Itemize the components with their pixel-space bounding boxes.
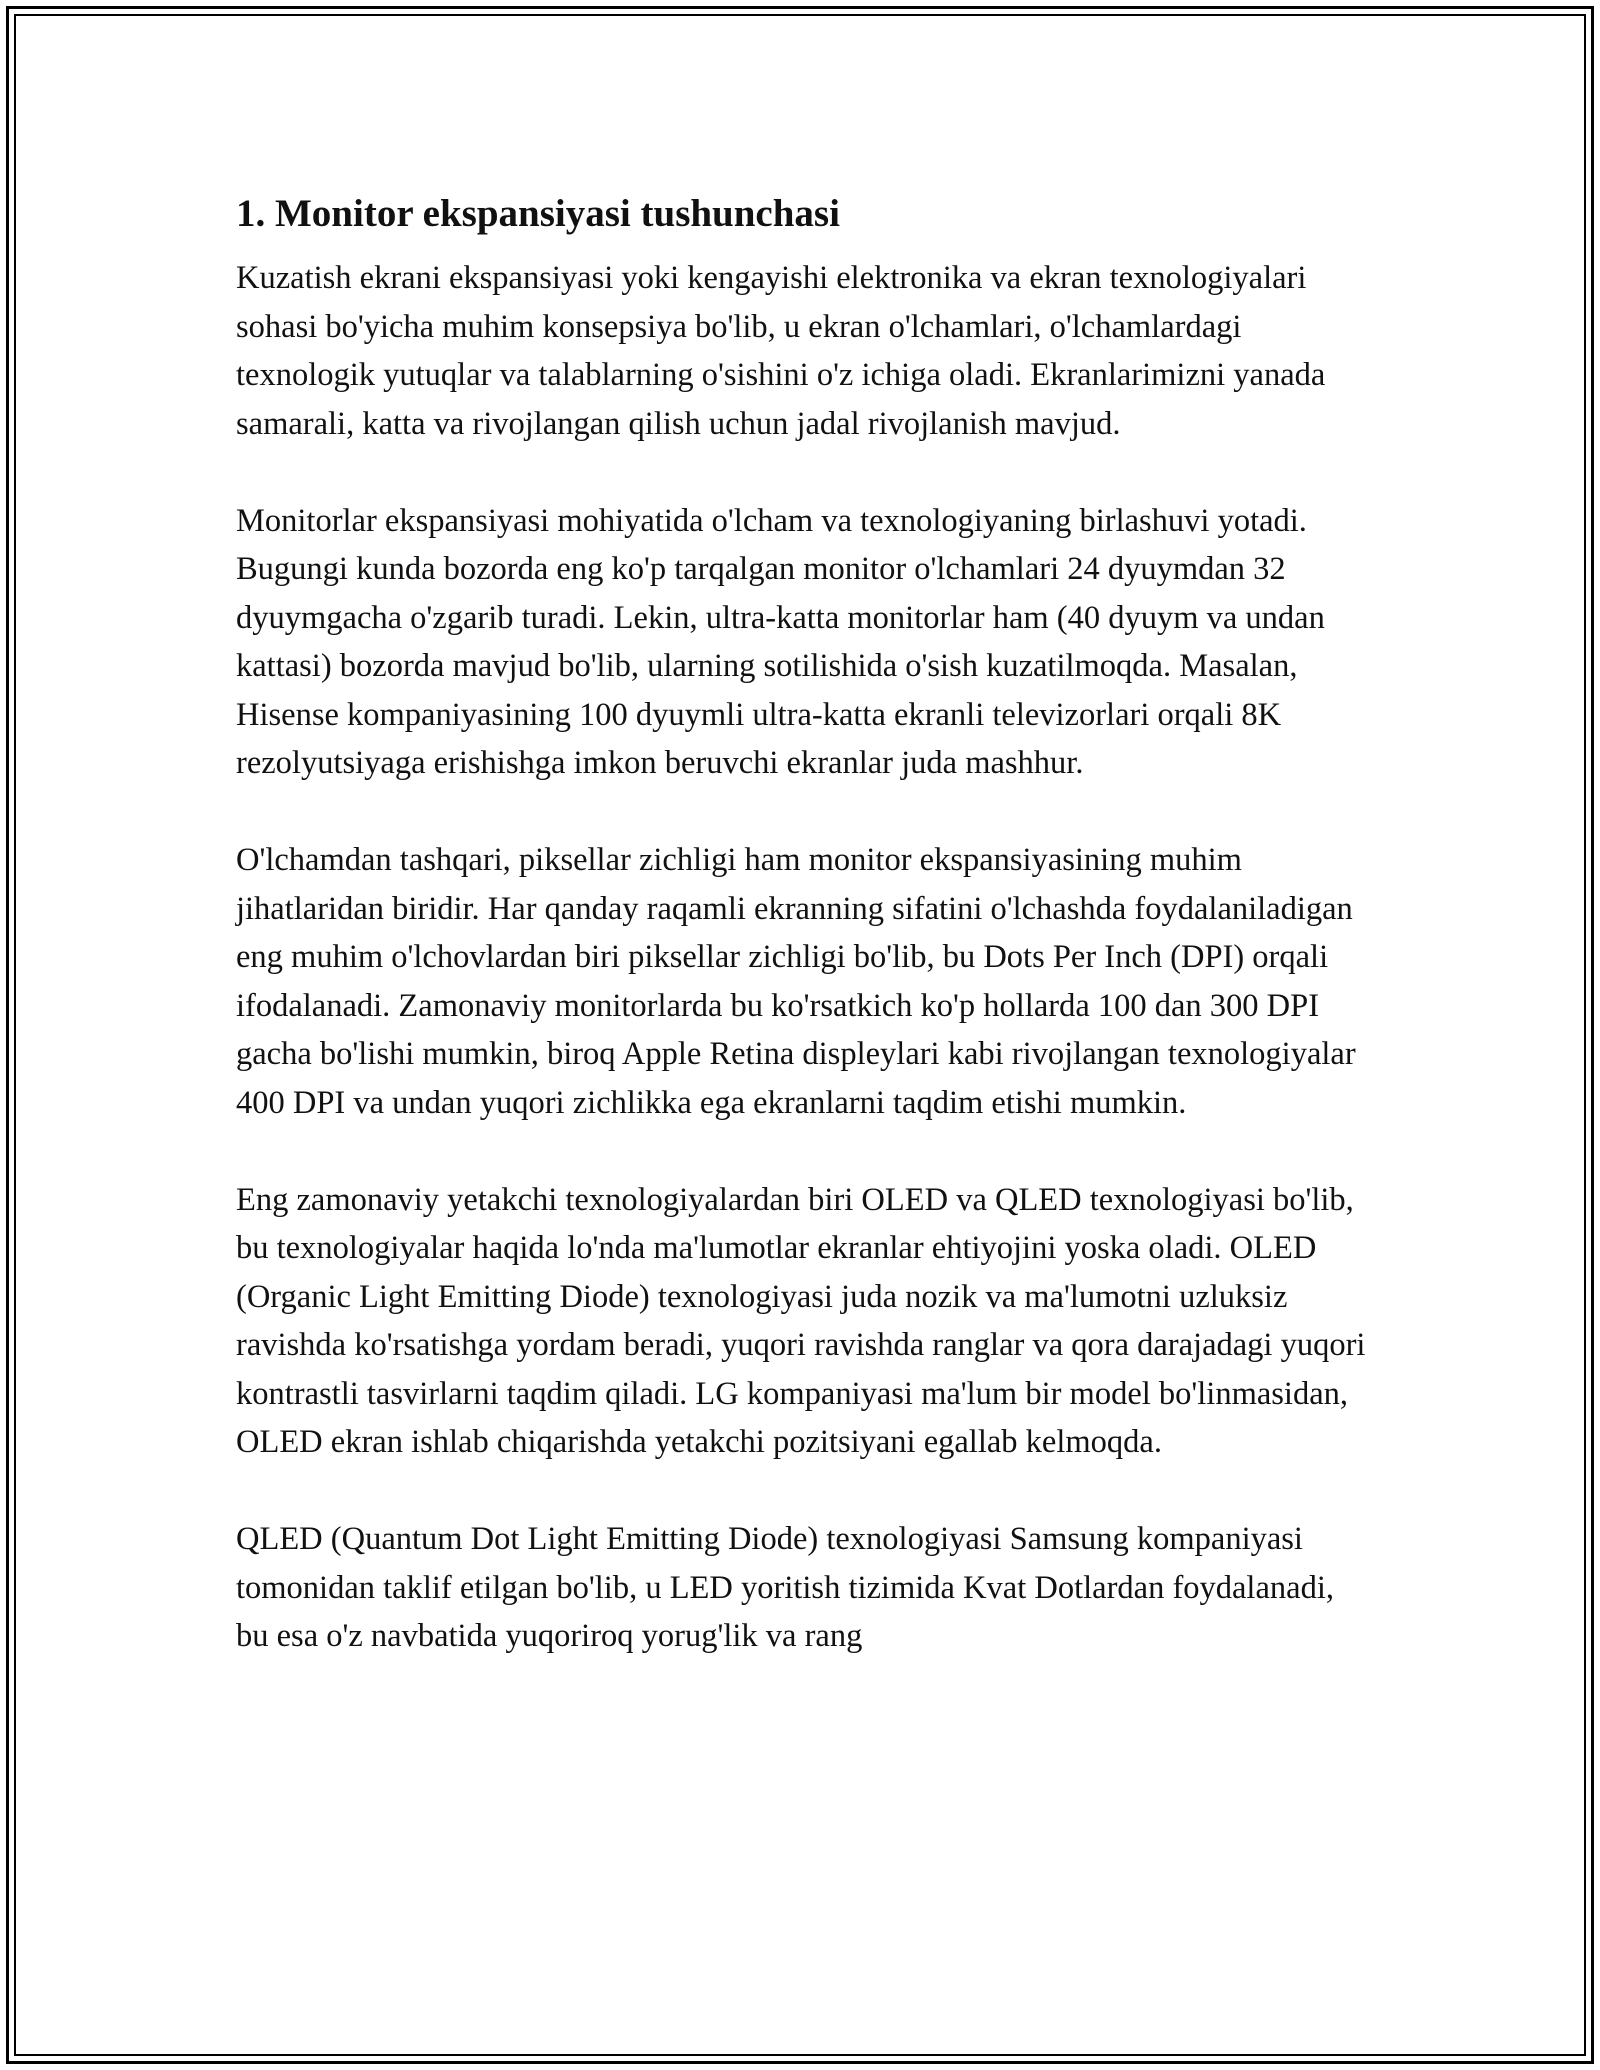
paragraph-pixel-density: O'lchamdan tashqari, piksellar zichligi ham monitor ekspansiyasining muhim jihatlaridan biridir. Har qanday raqamli ekranning sifatini o'lchashda foydalaniladigan eng muhim o'lchovlardan biri piksellar zichligi bo'lib, bu Dots Per Inch (DPI) orqali ifodalanadi. Zamonaviy monitorlarda bu ko'rsatkich ko'p hollarda 100 dan 300 DPI gacha bo'lishi mumkin, biroq Apple Retina displeylari kabi rivojlangan texnologiyalar 400 DPI va undan yuqori zichlikka ega ekranlarni taqdim etishi mumkin.: [236, 842, 1356, 1121]
paragraph-oled: Eng zamonaviy yetakchi texnologiyalardan biri OLED va QLED texnologiyasi bo'lib, bu texnologiyalar haqida lo'nda ma'lumotlar ekranlar ehtiyojini yoska oladi. OLED (Organic Light Emitting Diode) texnologiyasi juda nozik va ma'lumotni uzluksiz ravishda ko'rsatishga yordam beradi, yuqori ravishda ranglar va qora darajadagi yuqori kontrastli tasvirlarni taqdim qiladi. LG kompaniyasi ma'lum bir model bo'linmasidan, OLED ekran ishlab chiqarishda yetakchi pozitsiyani egallab kelmoqda.: [236, 1181, 1366, 1460]
paragraph-intro: Kuzatish ekrani ekspansiyasi yoki kengayishi elektronika va ekran texnologiyalari sohasi bo'yicha muhim konsepsiya bo'lib, u ekran o'lchamlari, o'lchamlardagi texnologik yutuqlar va talablarning o'sishini o'z ichiga oladi. Ekranlarimizni yanada samarali, katta va rivojlangan qilish uchun jadal rivojlanish mavjud.: [236, 260, 1326, 442]
paragraph-size-technology: Monitorlar ekspansiyasi mohiyatida o'lcham va texnologiyaning birlashuvi yotadi. Bugungi kunda bozorda eng ko'p tarqalgan monitor o'lchamlari 24 dyuymdan 32 dyuymgacha o'zgarib turadi. Lekin, ultra-katta monitorlar ham (40 dyuym va undan kattasi) bozorda mavjud bo'lib, ularning sotilishida o'sish kuzatilmoqda. Masalan, Hisense kompaniyasining 100 dyuymli ultra-katta ekranli televizorlari orqali 8K rezolyutsiyaga erishishga imkon beruvchi ekranlar juda mashhur.: [236, 502, 1325, 781]
document-body: [236, 186, 1366, 1709]
paragraph-qled: QLED (Quantum Dot Light Emitting Diode) texnologiyasi Samsung kompaniyasi tomonidan taklif etilgan bo'lib, u LED yoritish tizimida Kvat Dotlardan foydalanadi, bu esa o'z navbatida yuqoriroq yorug'lik va rang: [236, 1521, 1334, 1654]
section-heading: 1. Monitor ekspansiyasi tushunchasi: [236, 192, 840, 235]
